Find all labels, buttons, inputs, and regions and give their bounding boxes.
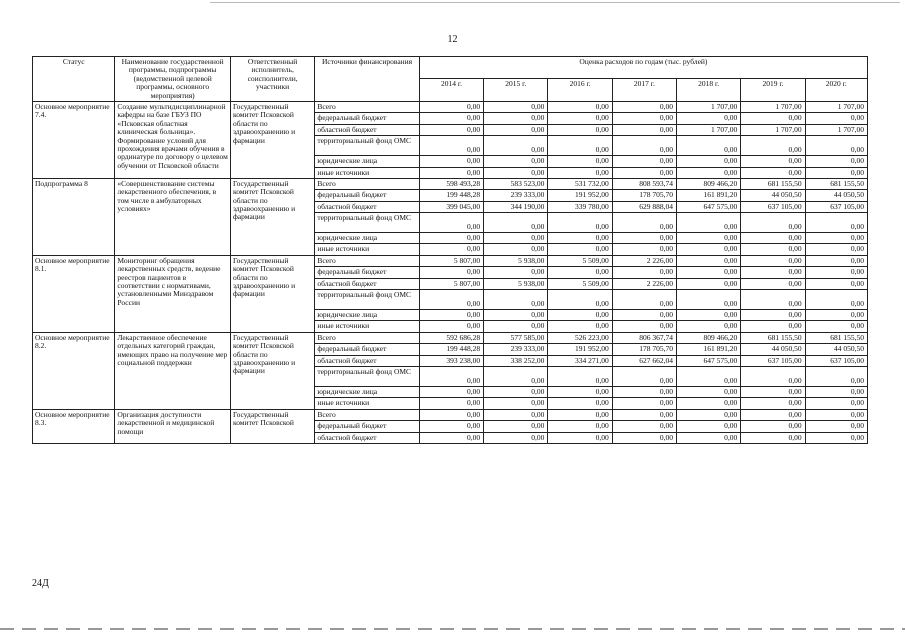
scan-edge-line bbox=[210, 2, 900, 3]
value-cell: 44 050,50 bbox=[805, 344, 867, 355]
value-cell: 0,00 bbox=[677, 366, 741, 386]
value-cell: 0,00 bbox=[484, 167, 548, 178]
value-cell: 0,00 bbox=[677, 233, 741, 244]
value-cell: 44 050,50 bbox=[741, 344, 805, 355]
value-cell: 0,00 bbox=[677, 432, 741, 443]
value-cell: 0,00 bbox=[805, 278, 867, 289]
page-number: 12 bbox=[447, 34, 458, 45]
value-cell: 0,00 bbox=[484, 432, 548, 443]
value-cell: 0,00 bbox=[677, 255, 741, 266]
status-cell: Основное мероприятие 7.4. bbox=[33, 101, 115, 178]
value-cell: 0,00 bbox=[677, 278, 741, 289]
value-cell: 178 705,70 bbox=[612, 344, 676, 355]
value-cell: 0,00 bbox=[612, 136, 676, 156]
value-cell: 0,00 bbox=[484, 136, 548, 156]
source-cell: юридические лица bbox=[315, 386, 419, 397]
value-cell: 0,00 bbox=[419, 398, 483, 409]
value-cell: 399 045,00 bbox=[419, 201, 483, 212]
source-cell: Всего bbox=[315, 409, 419, 420]
source-cell: Всего bbox=[315, 101, 419, 112]
value-cell: 637 105,00 bbox=[805, 201, 867, 212]
value-cell: 0,00 bbox=[805, 421, 867, 432]
value-cell: 681 155,50 bbox=[741, 332, 805, 343]
value-cell: 1 707,00 bbox=[741, 101, 805, 112]
value-cell: 344 190,00 bbox=[484, 201, 548, 212]
value-cell: 0,00 bbox=[548, 167, 612, 178]
value-cell: 0,00 bbox=[548, 321, 612, 332]
value-cell: 0,00 bbox=[612, 398, 676, 409]
value-cell: 0,00 bbox=[612, 213, 676, 233]
value-cell: 627 662,04 bbox=[612, 355, 676, 366]
value-cell: 0,00 bbox=[677, 386, 741, 397]
source-cell: юридические лица bbox=[315, 156, 419, 167]
value-cell: 0,00 bbox=[612, 321, 676, 332]
value-cell: 1 707,00 bbox=[805, 101, 867, 112]
source-cell: Всего bbox=[315, 332, 419, 343]
value-cell: 0,00 bbox=[484, 398, 548, 409]
value-cell: 0,00 bbox=[548, 156, 612, 167]
value-cell: 0,00 bbox=[419, 321, 483, 332]
value-cell: 0,00 bbox=[612, 233, 676, 244]
value-cell: 0,00 bbox=[484, 386, 548, 397]
value-cell: 0,00 bbox=[612, 366, 676, 386]
value-cell: 531 732,00 bbox=[548, 178, 612, 189]
header-name: Наименование государственной программы, подпрограммы (ведомственной целевой программы, основного мероприятия) bbox=[115, 57, 231, 102]
value-cell: 0,00 bbox=[612, 167, 676, 178]
header-year: 2019 г. bbox=[741, 79, 805, 101]
value-cell: 637 105,00 bbox=[741, 355, 805, 366]
responsible-cell: Государственный комитет Псковской bbox=[230, 409, 314, 443]
value-cell: 0,00 bbox=[612, 267, 676, 278]
value-cell: 526 223,00 bbox=[548, 332, 612, 343]
table-row bbox=[33, 101, 868, 112]
value-cell: 334 271,00 bbox=[548, 355, 612, 366]
expense-table bbox=[32, 56, 868, 444]
status-cell: Основное мероприятие 8.1. bbox=[33, 255, 115, 332]
header-status: Статус bbox=[33, 57, 115, 102]
value-cell: 0,00 bbox=[741, 409, 805, 420]
value-cell: 0,00 bbox=[419, 233, 483, 244]
source-cell: областной бюджет bbox=[315, 278, 419, 289]
value-cell: 0,00 bbox=[741, 136, 805, 156]
header-year: 2016 г. bbox=[548, 79, 612, 101]
value-cell: 0,00 bbox=[548, 421, 612, 432]
value-cell: 0,00 bbox=[677, 213, 741, 233]
header-estimate: Оценка расходов по годам (тыс. рублей) bbox=[419, 57, 867, 79]
value-cell: 0,00 bbox=[419, 156, 483, 167]
value-cell: 808 593,74 bbox=[612, 178, 676, 189]
value-cell: 0,00 bbox=[677, 136, 741, 156]
table-body bbox=[33, 101, 868, 443]
value-cell: 583 523,00 bbox=[484, 178, 548, 189]
footer-code: 24Д bbox=[32, 578, 49, 589]
name-cell: «Совершенствование системы лекарственного обеспечения, в том числе в амбулаторных условиях» bbox=[115, 178, 231, 255]
source-cell: Всего bbox=[315, 178, 419, 189]
value-cell: 0,00 bbox=[677, 113, 741, 124]
value-cell: 0,00 bbox=[548, 244, 612, 255]
value-cell: 5 509,00 bbox=[548, 278, 612, 289]
value-cell: 199 448,28 bbox=[419, 344, 483, 355]
value-cell: 0,00 bbox=[677, 409, 741, 420]
value-cell: 0,00 bbox=[548, 113, 612, 124]
value-cell: 0,00 bbox=[612, 409, 676, 420]
value-cell: 0,00 bbox=[805, 136, 867, 156]
value-cell: 0,00 bbox=[677, 398, 741, 409]
value-cell: 5 938,00 bbox=[484, 255, 548, 266]
value-cell: 0,00 bbox=[548, 310, 612, 321]
expense-table-container bbox=[32, 56, 868, 444]
value-cell: 0,00 bbox=[677, 290, 741, 310]
value-cell: 338 252,00 bbox=[484, 355, 548, 366]
value-cell: 0,00 bbox=[805, 409, 867, 420]
source-cell: территориальный фонд ОМС bbox=[315, 290, 419, 310]
value-cell: 637 105,00 bbox=[741, 201, 805, 212]
value-cell: 0,00 bbox=[419, 101, 483, 112]
source-cell: иные источники bbox=[315, 398, 419, 409]
value-cell: 0,00 bbox=[805, 156, 867, 167]
value-cell: 0,00 bbox=[484, 113, 548, 124]
value-cell: 1 707,00 bbox=[677, 101, 741, 112]
value-cell: 0,00 bbox=[677, 310, 741, 321]
source-cell: юридические лица bbox=[315, 233, 419, 244]
value-cell: 0,00 bbox=[741, 167, 805, 178]
table-row bbox=[33, 332, 868, 343]
source-cell: юридические лица bbox=[315, 310, 419, 321]
value-cell: 0,00 bbox=[805, 167, 867, 178]
header-year: 2018 г. bbox=[677, 79, 741, 101]
value-cell: 0,00 bbox=[484, 366, 548, 386]
value-cell: 393 238,00 bbox=[419, 355, 483, 366]
value-cell: 0,00 bbox=[677, 167, 741, 178]
value-cell: 44 050,50 bbox=[805, 190, 867, 201]
value-cell: 0,00 bbox=[612, 113, 676, 124]
value-cell: 0,00 bbox=[677, 156, 741, 167]
value-cell: 0,00 bbox=[741, 233, 805, 244]
value-cell: 5 807,00 bbox=[419, 278, 483, 289]
table-row bbox=[33, 255, 868, 266]
value-cell: 681 155,50 bbox=[805, 178, 867, 189]
value-cell: 239 333,00 bbox=[484, 190, 548, 201]
value-cell: 178 705,70 bbox=[612, 190, 676, 201]
value-cell: 161 891,20 bbox=[677, 190, 741, 201]
value-cell: 0,00 bbox=[484, 156, 548, 167]
value-cell: 0,00 bbox=[805, 310, 867, 321]
header-year: 2020 г. bbox=[805, 79, 867, 101]
source-cell: иные источники bbox=[315, 167, 419, 178]
value-cell: 0,00 bbox=[419, 421, 483, 432]
value-cell: 0,00 bbox=[484, 267, 548, 278]
value-cell: 5 938,00 bbox=[484, 278, 548, 289]
source-cell: Всего bbox=[315, 255, 419, 266]
responsible-cell: Государственный комитет Псковской области по здравоохранению и фармации bbox=[230, 332, 314, 409]
name-cell: Организация доступности лекарственной и медицинской помощи bbox=[115, 409, 231, 443]
value-cell: 1 707,00 bbox=[805, 124, 867, 135]
value-cell: 0,00 bbox=[805, 213, 867, 233]
value-cell: 5 509,00 bbox=[548, 255, 612, 266]
value-cell: 0,00 bbox=[612, 386, 676, 397]
value-cell: 0,00 bbox=[419, 244, 483, 255]
value-cell: 2 226,00 bbox=[612, 255, 676, 266]
scan-edge-line-bottom bbox=[0, 628, 905, 630]
value-cell: 44 050,50 bbox=[741, 190, 805, 201]
value-cell: 0,00 bbox=[741, 321, 805, 332]
value-cell: 0,00 bbox=[805, 244, 867, 255]
value-cell: 0,00 bbox=[805, 290, 867, 310]
name-cell: Мониторинг обращения лекарственных средств, ведение реестров пациентов в соответствии с нормативами, установленными Минздравом России bbox=[115, 255, 231, 332]
value-cell: 0,00 bbox=[484, 409, 548, 420]
source-cell: федеральный бюджет bbox=[315, 190, 419, 201]
value-cell: 629 888,04 bbox=[612, 201, 676, 212]
value-cell: 0,00 bbox=[548, 213, 612, 233]
value-cell: 161 891,20 bbox=[677, 344, 741, 355]
value-cell: 0,00 bbox=[805, 366, 867, 386]
value-cell: 239 333,00 bbox=[484, 344, 548, 355]
value-cell: 0,00 bbox=[612, 101, 676, 112]
value-cell: 0,00 bbox=[484, 101, 548, 112]
value-cell: 0,00 bbox=[484, 124, 548, 135]
source-cell: территориальный фонд ОМС bbox=[315, 366, 419, 386]
value-cell: 0,00 bbox=[484, 321, 548, 332]
source-cell: иные источники bbox=[315, 244, 419, 255]
status-cell: Основное мероприятие 8.3. bbox=[33, 409, 115, 443]
value-cell: 0,00 bbox=[548, 432, 612, 443]
value-cell: 0,00 bbox=[419, 113, 483, 124]
header-year: 2017 г. bbox=[612, 79, 676, 101]
value-cell: 1 707,00 bbox=[677, 124, 741, 135]
value-cell: 0,00 bbox=[741, 310, 805, 321]
source-cell: федеральный бюджет bbox=[315, 344, 419, 355]
value-cell: 0,00 bbox=[805, 255, 867, 266]
value-cell: 0,00 bbox=[805, 267, 867, 278]
value-cell: 0,00 bbox=[612, 244, 676, 255]
value-cell: 0,00 bbox=[419, 167, 483, 178]
value-cell: 0,00 bbox=[741, 213, 805, 233]
source-cell: иные источники bbox=[315, 321, 419, 332]
value-cell: 0,00 bbox=[741, 278, 805, 289]
value-cell: 0,00 bbox=[548, 233, 612, 244]
value-cell: 191 952,00 bbox=[548, 344, 612, 355]
value-cell: 0,00 bbox=[484, 244, 548, 255]
value-cell: 0,00 bbox=[612, 421, 676, 432]
value-cell: 0,00 bbox=[741, 267, 805, 278]
value-cell: 809 466,20 bbox=[677, 332, 741, 343]
value-cell: 0,00 bbox=[741, 386, 805, 397]
value-cell: 0,00 bbox=[419, 409, 483, 420]
table-row bbox=[33, 178, 868, 189]
value-cell: 2 226,00 bbox=[612, 278, 676, 289]
value-cell: 0,00 bbox=[548, 124, 612, 135]
value-cell: 0,00 bbox=[677, 267, 741, 278]
source-cell: областной бюджет bbox=[315, 201, 419, 212]
value-cell: 0,00 bbox=[741, 432, 805, 443]
value-cell: 199 448,28 bbox=[419, 190, 483, 201]
value-cell: 0,00 bbox=[741, 244, 805, 255]
value-cell: 0,00 bbox=[677, 421, 741, 432]
status-cell: Основное мероприятие 8.2. bbox=[33, 332, 115, 409]
value-cell: 0,00 bbox=[419, 136, 483, 156]
value-cell: 681 155,50 bbox=[741, 178, 805, 189]
value-cell: 339 780,00 bbox=[548, 201, 612, 212]
value-cell: 0,00 bbox=[805, 386, 867, 397]
value-cell: 0,00 bbox=[484, 310, 548, 321]
value-cell: 0,00 bbox=[419, 366, 483, 386]
table-header bbox=[33, 57, 868, 102]
value-cell: 577 585,00 bbox=[484, 332, 548, 343]
value-cell: 0,00 bbox=[548, 136, 612, 156]
value-cell: 0,00 bbox=[419, 386, 483, 397]
source-cell: областной бюджет bbox=[315, 432, 419, 443]
value-cell: 0,00 bbox=[419, 267, 483, 278]
value-cell: 0,00 bbox=[484, 421, 548, 432]
value-cell: 0,00 bbox=[612, 124, 676, 135]
source-cell: областной бюджет bbox=[315, 124, 419, 135]
value-cell: 0,00 bbox=[805, 398, 867, 409]
value-cell: 598 493,28 bbox=[419, 178, 483, 189]
value-cell: 0,00 bbox=[548, 366, 612, 386]
value-cell: 0,00 bbox=[805, 113, 867, 124]
header-responsible: Ответственный исполнитель, соисполнители, участники bbox=[230, 57, 314, 102]
value-cell: 592 686,28 bbox=[419, 332, 483, 343]
value-cell: 0,00 bbox=[484, 233, 548, 244]
name-cell: Создание мультидисциплинарной кафедры на базе ГБУЗ ПО «Псковская областная клиническая больница». Формирование условий для прохождения врачами обучения в ординатуре по договору о целевом обучении от Псковской области bbox=[115, 101, 231, 178]
source-cell: территориальный фонд ОМС bbox=[315, 136, 419, 156]
value-cell: 0,00 bbox=[548, 386, 612, 397]
value-cell: 647 575,00 bbox=[677, 355, 741, 366]
value-cell: 0,00 bbox=[419, 213, 483, 233]
name-cell: Лекарственное обеспечение отдельных категорий граждан, имеющих право на получение мер социальной поддержки bbox=[115, 332, 231, 409]
source-cell: федеральный бюджет bbox=[315, 421, 419, 432]
value-cell: 0,00 bbox=[548, 409, 612, 420]
value-cell: 0,00 bbox=[741, 421, 805, 432]
value-cell: 5 807,00 bbox=[419, 255, 483, 266]
value-cell: 0,00 bbox=[805, 321, 867, 332]
source-cell: федеральный бюджет bbox=[315, 113, 419, 124]
responsible-cell: Государственный комитет Псковской области по здравоохранению и фармации bbox=[230, 178, 314, 255]
value-cell: 806 367,74 bbox=[612, 332, 676, 343]
table-row bbox=[33, 409, 868, 420]
responsible-cell: Государственный комитет Псковской области по здравоохранению и фармации bbox=[230, 101, 314, 178]
value-cell: 0,00 bbox=[677, 244, 741, 255]
value-cell: 1 707,00 bbox=[741, 124, 805, 135]
value-cell: 0,00 bbox=[548, 101, 612, 112]
source-cell: территориальный фонд ОМС bbox=[315, 213, 419, 233]
value-cell: 0,00 bbox=[741, 290, 805, 310]
header-year: 2015 г. bbox=[484, 79, 548, 101]
value-cell: 0,00 bbox=[677, 321, 741, 332]
source-cell: федеральный бюджет bbox=[315, 267, 419, 278]
value-cell: 0,00 bbox=[741, 255, 805, 266]
value-cell: 0,00 bbox=[612, 156, 676, 167]
value-cell: 191 952,00 bbox=[548, 190, 612, 201]
value-cell: 809 466,20 bbox=[677, 178, 741, 189]
value-cell: 0,00 bbox=[419, 290, 483, 310]
value-cell: 0,00 bbox=[419, 310, 483, 321]
value-cell: 0,00 bbox=[419, 124, 483, 135]
value-cell: 681 155,50 bbox=[805, 332, 867, 343]
value-cell: 0,00 bbox=[548, 290, 612, 310]
value-cell: 0,00 bbox=[805, 233, 867, 244]
value-cell: 0,00 bbox=[612, 432, 676, 443]
value-cell: 0,00 bbox=[612, 310, 676, 321]
value-cell: 0,00 bbox=[484, 290, 548, 310]
status-cell: Подпрограмма 8 bbox=[33, 178, 115, 255]
value-cell: 647 575,00 bbox=[677, 201, 741, 212]
value-cell: 0,00 bbox=[805, 432, 867, 443]
responsible-cell: Государственный комитет Псковской области по здравоохранению и фармации bbox=[230, 255, 314, 332]
value-cell: 0,00 bbox=[548, 267, 612, 278]
value-cell: 0,00 bbox=[548, 398, 612, 409]
value-cell: 0,00 bbox=[612, 290, 676, 310]
value-cell: 0,00 bbox=[741, 113, 805, 124]
value-cell: 0,00 bbox=[741, 156, 805, 167]
source-cell: областной бюджет bbox=[315, 355, 419, 366]
value-cell: 0,00 bbox=[741, 398, 805, 409]
header-sources: Источники финансирования bbox=[315, 57, 419, 102]
value-cell: 637 105,00 bbox=[805, 355, 867, 366]
value-cell: 0,00 bbox=[419, 432, 483, 443]
value-cell: 0,00 bbox=[484, 213, 548, 233]
header-year: 2014 г. bbox=[419, 79, 483, 101]
value-cell: 0,00 bbox=[741, 366, 805, 386]
